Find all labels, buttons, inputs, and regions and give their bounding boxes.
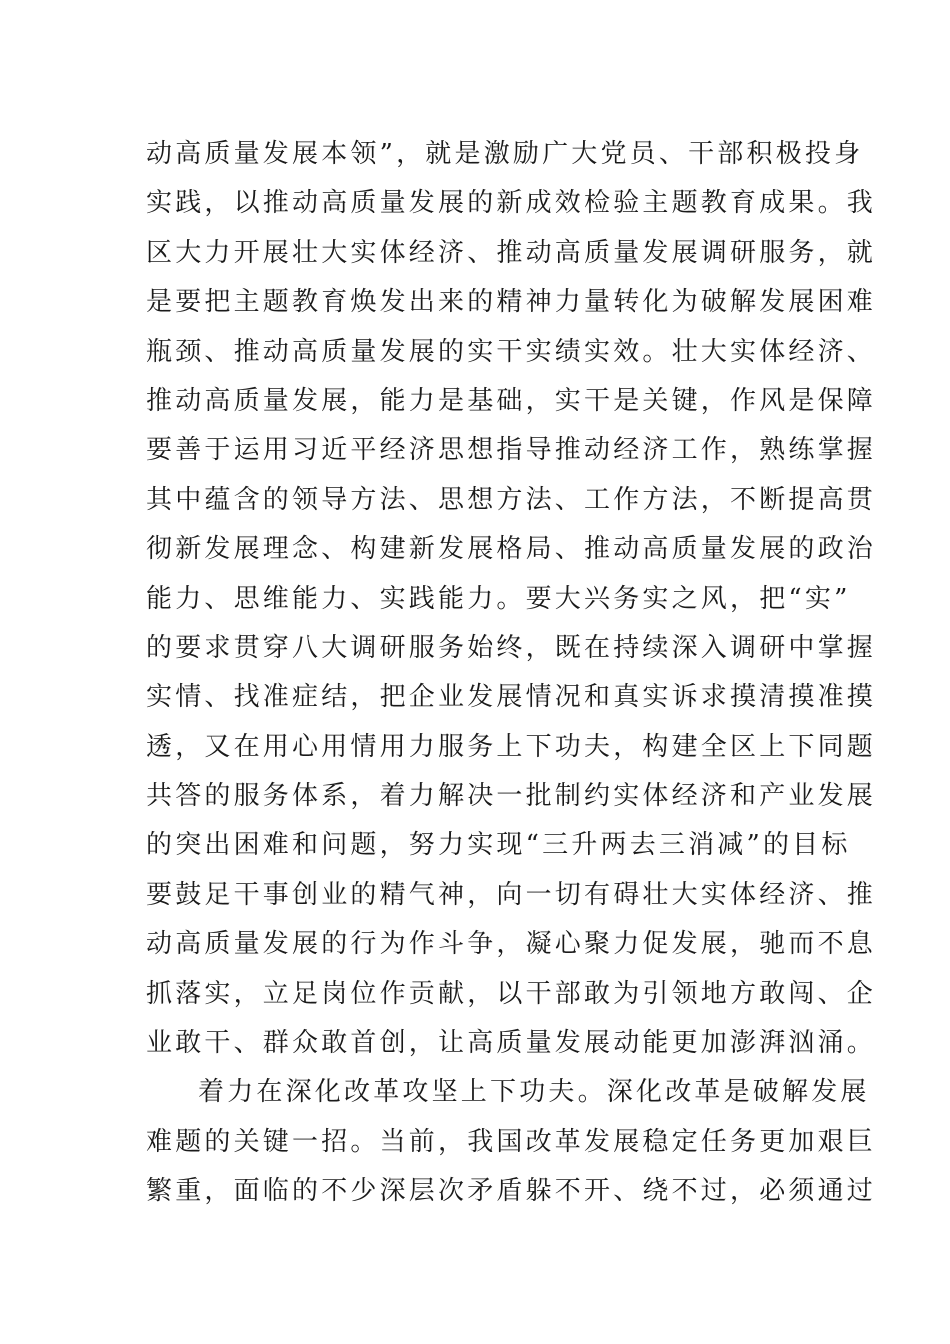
text-line: 动高质量发展的行为作斗争，凝心聚力促发展，驰而不息 [146, 929, 877, 960]
text-line: 瓶颈、推动高质量发展的实干实绩实效。壮大实体经济、 [146, 336, 877, 367]
text-line: 要善于运用习近平经济思想指导推动经济工作，熟练掌握 [146, 435, 877, 466]
text-line: 共答的服务体系，着力解决一批制约实体经济和产业发展 [146, 781, 877, 812]
text-line: 其中蕴含的领导方法、思想方法、工作方法，不断提高贯 [146, 484, 877, 515]
text-line: 区大力开展壮大实体经济、推动高质量发展调研服务，就 [146, 237, 877, 268]
paragraph [146, 1068, 877, 1216]
text-line: 难题的关键一招。当前，我国改革发展稳定任务更加艰巨 [146, 1126, 877, 1157]
text-line: 繁重，面临的不少深层次矛盾躲不开、绕不过，必须通过 [146, 1176, 877, 1207]
text-line: 实践，以推动高质量发展的新成效检验主题教育成果。我 [146, 188, 877, 219]
paragraph [146, 130, 877, 1068]
text-line: 的要求贯穿八大调研服务始终，既在持续深入调研中掌握 [146, 632, 877, 663]
text-line: 要鼓足干事创业的精气神，向一切有碍壮大实体经济、推 [146, 879, 877, 910]
text-line: 推动高质量发展，能力是基础，实干是关键，作风是保障 [146, 385, 877, 416]
text-line: 的突出困难和问题，努力实现“三升两去三消减”的目标 [146, 830, 851, 861]
text-line: 动高质量发展本领”，就是激励广大党员、干部积极投身 [146, 139, 864, 169]
text-line: 是要把主题教育焕发出来的精神力量转化为破解发展困难 [146, 287, 877, 318]
text-line: 业敢干、群众敢首创，让高质量发展动能更加澎湃汹涌。 [146, 1028, 877, 1059]
text-line: 透，又在用心用情用力服务上下功夫，构建全区上下同题 [146, 731, 877, 762]
text-line: 实情、找准症结，把企业发展情况和真实诉求摸清摸准摸 [146, 682, 877, 713]
document-body [146, 130, 877, 1217]
text-line: 能力、思维能力、实践能力。要大兴务实之风，把“实” [146, 583, 851, 614]
text-line: 彻新发展理念、构建新发展格局、推动高质量发展的政治 [146, 534, 877, 565]
text-line: 着力在深化改革攻坚上下功夫。深化改革是破解发展 [198, 1077, 870, 1108]
text-line: 抓落实，立足岗位作贡献，以干部敢为引领地方敢闯、企 [146, 978, 877, 1009]
